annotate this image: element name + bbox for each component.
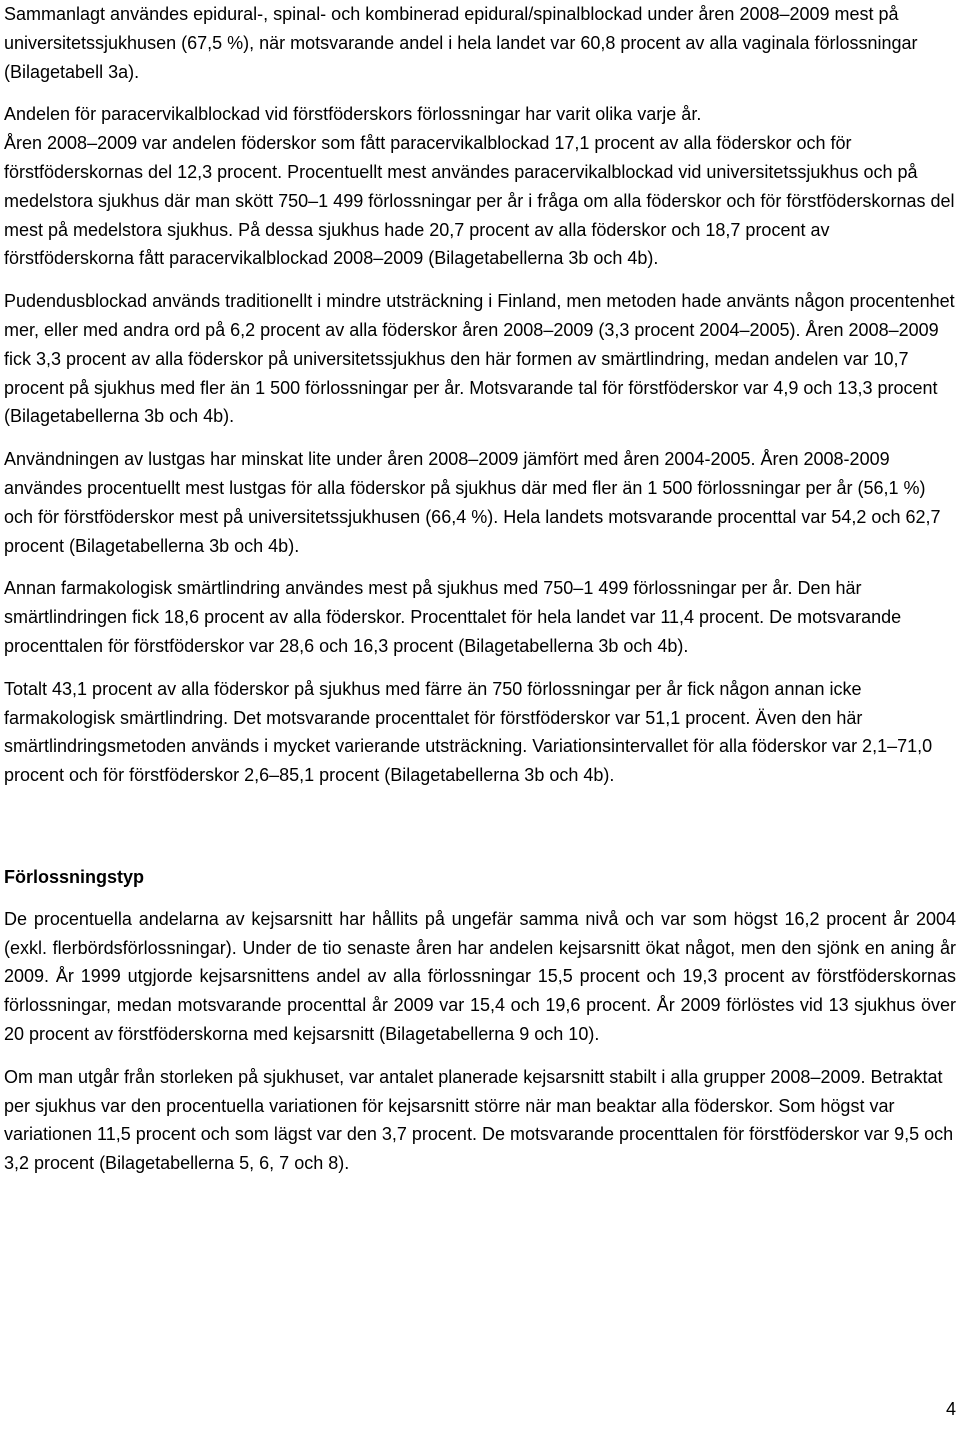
section-heading: Förlossningstyp: [4, 866, 145, 887]
paragraph-pudendus: Pudendusblockad används traditionellt i mindre utsträckning i Finland, men metoden hade använts någon procentenhet mer, eller med andra ord på 6,2 procent av alla föderskor åren 2008–2009 (3,3 procent 2004–2005). Åren 2008–2009 fick 3,3 procent av alla föderskor på universitetssjukhus den här formen av smärtlindring, medan andelen var 10,7 procent på sjukhus med fler än 1 500 förlossningar per år. Motsvarande tal för förstföderskor var 4,9 och 13,3 procent (Bilagetabellerna 3b och 4b).: [4, 291, 955, 427]
paragraph-kejsarsnitt-trend: De procentuella andelarna av kejsarsnitt har hållits på ungefär samma nivå och var som högst 16,2 procent år 2004 (exkl. flerbördsförlossningar). Under de tio senaste åren har andelen kejsarsnitt ökat något, men den sjönk en aning år 2009. År 1999 utgjorde kejsarsnittens andel av alla förlossningar 15,5 procent och 19,3 procent av förstföderskornas förlossningar, medan motsvarande procenttal år 2009 var 15,4 och 19,6 procent. År 2009 förlöstes vid 13 sjukhus över 20 procent av förstföderskorna med kejsarsnitt (Bilagetabellerna 9 och 10).: [4, 908, 956, 1044]
document-page: [4, 0, 956, 1178]
paragraph-icke-farmakologisk: Totalt 43,1 procent av alla föderskor på sjukhus med färre än 750 förlossningar per år fick någon annan icke farmakologisk smärtlindring. Det motsvarande procenttalet för förstföderskor var 51,1 procent. Även den här smärtlindringsmetoden används i mycket varierande utsträckning. Variationsintervallet för alla föderskor var 2,1–71,0 procent och för förstföderskor 2,6–85,1 procent (Bilagetabellerna 3b och 4b).: [4, 678, 933, 786]
paragraph-paracervikal-detail: Åren 2008–2009 var andelen föderskor som fått paracervikalblockad 17,1 procent av alla föderskor och för förstföderskornas del 12,3 procent. Procentuellt mest användes paracervikalblockad vid universitetssjukhus och på medelstora sjukhus där man skött 750–1 499 förlossningar per år i fråga om alla föderskor och för förstföderskornas del mest på medelstora sjukhus. På dessa sjukhus hade 20,7 procent av alla föderskor och 18,7 procent av förstföderskorna fått paracervikalblockad 2008–2009 (Bilagetabellerna 3b och 4b).: [4, 133, 955, 269]
paragraph-epidural: Sammanlagt användes epidural-, spinal- och kombinerad epidural/spinalblockad under åren 2008–2009 mest på universitetssjukhusen (67,5 %), när motsvarande andel i hela landet var 60,8 procent av alla vaginala förlossningar (Bilagetabell 3a).: [4, 4, 918, 82]
paragraph-kejsarsnitt-variation: Om man utgår från storleken på sjukhuset, var antalet planerade kejsarsnitt stabilt i alla grupper 2008–2009. Betraktat per sjukhus var den procentuella variationen för kejsarsnitt större när man beaktar alla föderskor. Som högst var variationen 11,5 procent och som lägst var den 3,7 procent. De motsvarande procenttalen för förstföderskor var 9,5 och 3,2 procent (Bilagetabellerna 5, 6, 7 och 8).: [4, 1066, 954, 1174]
paragraph-lustgas: Användningen av lustgas har minskat lite under åren 2008–2009 jämfört med åren 2004-2005. Åren 2008-2009 användes procentuellt mest lustgas för alla föderskor på sjukhus där med fler än 1 500 förlossningar per år (56,1 %) och för förstföderskor mest på universitetssjukhusen (66,4 %). Hela landets motsvarande procenttal var 54,2 och 62,7 procent (Bilagetabellerna 3b och 4b).: [4, 449, 941, 556]
paragraph-farmakologisk: Annan farmakologisk smärtlindring användes mest på sjukhus med 750–1 499 förlossningar per år. Den här smärtlindringen fick 18,6 procent av alla föderskor. Procenttalet för hela landet var 11,4 procent. De motsvarande procenttalen för förstföderskor var 28,6 och 16,3 procent (Bilagetabellerna 3b och 4b).: [4, 578, 902, 656]
page-number: 4: [945, 1399, 956, 1419]
paragraph-paracervikal-intro: Andelen för paracervikalblockad vid förstföderskors förlossningar har varit olika varje år.: [4, 104, 702, 125]
